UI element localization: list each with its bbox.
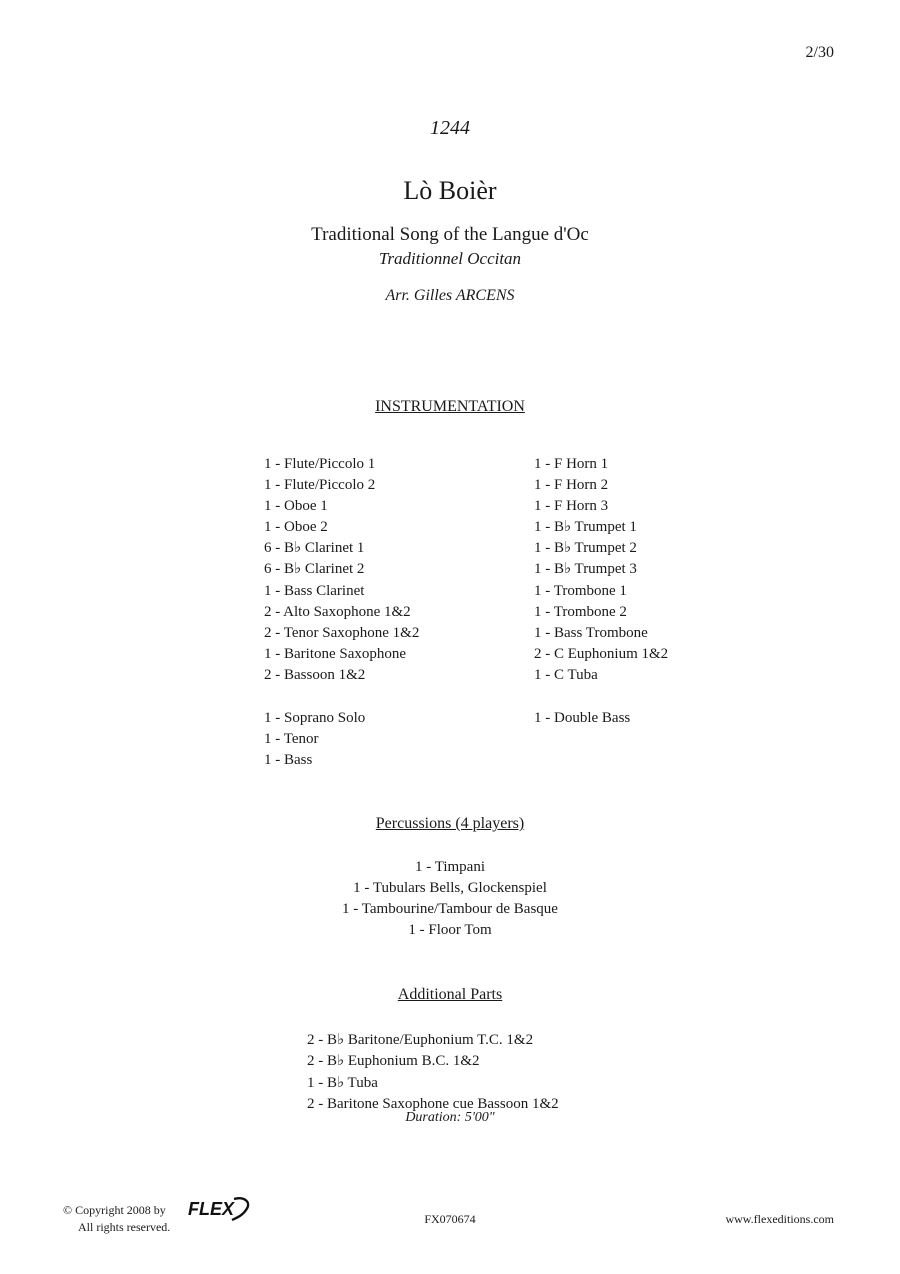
list-item: 2 - Tenor Saxophone 1&2 <box>264 624 420 641</box>
list-item: 1 - Floor Tom <box>408 922 492 938</box>
list-item: 1 - B♭ Trumpet 3 <box>534 561 637 578</box>
list-item: 1 - Flute/Piccolo 1 <box>264 456 376 472</box>
percussions-heading <box>0 815 900 833</box>
list-item: 2 - C Euphonium 1&2 <box>534 645 669 662</box>
list-item: 1 - F Horn 1 <box>534 456 609 472</box>
list-item: 1 - C Tuba <box>534 666 598 683</box>
additional-parts-list <box>307 1030 559 1115</box>
list-item: 1 - Baritone Saxophone <box>264 645 407 662</box>
list-item: 1 - Timpani <box>414 859 486 875</box>
list-item: 2 - Baritone Saxophone cue Bassoon 1&2 <box>307 1095 559 1112</box>
additional-parts-heading-text: Additional Parts <box>397 986 503 1003</box>
list-item: 1 - Tenor <box>264 731 319 748</box>
list-item: 1 - Bass Clarinet <box>264 582 365 599</box>
list-item: 1 - B♭ Tuba <box>307 1074 378 1091</box>
list-item: 1 - Trombone 1 <box>534 582 627 599</box>
page-number: 2/30 <box>805 44 834 61</box>
list-item: 1 - Bass <box>264 752 313 769</box>
percussions-heading-text: Percussions (4 players) <box>375 815 525 832</box>
list-item: 1 - Flute/Piccolo 2 <box>264 477 376 494</box>
list-item: 2 - B♭ Euphonium B.C. 1&2 <box>307 1053 480 1070</box>
duration: Duration: 5'00" <box>405 1110 495 1125</box>
copyright-text: © Copyright 2008 by <box>63 1203 166 1217</box>
page-title: Lò Boièr <box>403 176 497 205</box>
list-item: 1 - F Horn 2 <box>534 477 609 494</box>
list-item: 2 - Bassoon 1&2 <box>264 666 366 683</box>
rights-text: All rights reserved. <box>78 1220 171 1234</box>
list-item: 1 - Double Bass <box>534 710 631 726</box>
subtitle-french: Traditionnel Occitan <box>378 249 522 268</box>
strings-list <box>534 708 630 729</box>
arranger: Arr. Gilles ARCENS <box>385 287 515 304</box>
list-item: 2 - B♭ Baritone/Euphonium T.C. 1&2 <box>307 1032 534 1048</box>
list-item: 1 - B♭ Trumpet 2 <box>534 540 637 557</box>
website-link[interactable]: www.flexeditions.com <box>725 1212 834 1226</box>
list-item: 1 - Tambourine/Tambour de Basque <box>342 901 558 917</box>
catalog-code: FX070674 <box>424 1212 476 1226</box>
logo-text: FLEX <box>188 1199 235 1219</box>
instrument-list-right <box>534 454 668 686</box>
voice-list <box>264 708 365 771</box>
list-item: 1 - B♭ Trumpet 1 <box>534 519 637 536</box>
instrumentation-heading-text: INSTRUMENTATION <box>375 398 525 415</box>
subtitle: Traditional Song of the Langue d'Oc <box>311 224 589 245</box>
instrumentation-heading <box>0 398 900 416</box>
list-item: 1 - Oboe 2 <box>264 519 328 536</box>
list-item: 2 - Alto Saxophone 1&2 <box>264 603 411 620</box>
list-item: 1 - Oboe 1 <box>264 498 328 515</box>
list-item: 1 - Trombone 2 <box>534 603 627 620</box>
list-item: 1 - F Horn 3 <box>534 498 609 515</box>
additional-parts-heading <box>0 986 900 1004</box>
list-item: 1 - Tubulars Bells, Glockenspiel <box>353 880 547 896</box>
list-item: 6 - B♭ Clarinet 1 <box>264 540 365 557</box>
instrument-list-left <box>264 454 419 686</box>
list-item: 6 - B♭ Clarinet 2 <box>264 561 365 578</box>
catalog-number: 1244 <box>430 117 470 139</box>
list-item: 1 - Soprano Solo <box>264 710 366 726</box>
list-item: 1 - Bass Trombone <box>534 624 648 641</box>
percussion-list <box>0 857 900 941</box>
